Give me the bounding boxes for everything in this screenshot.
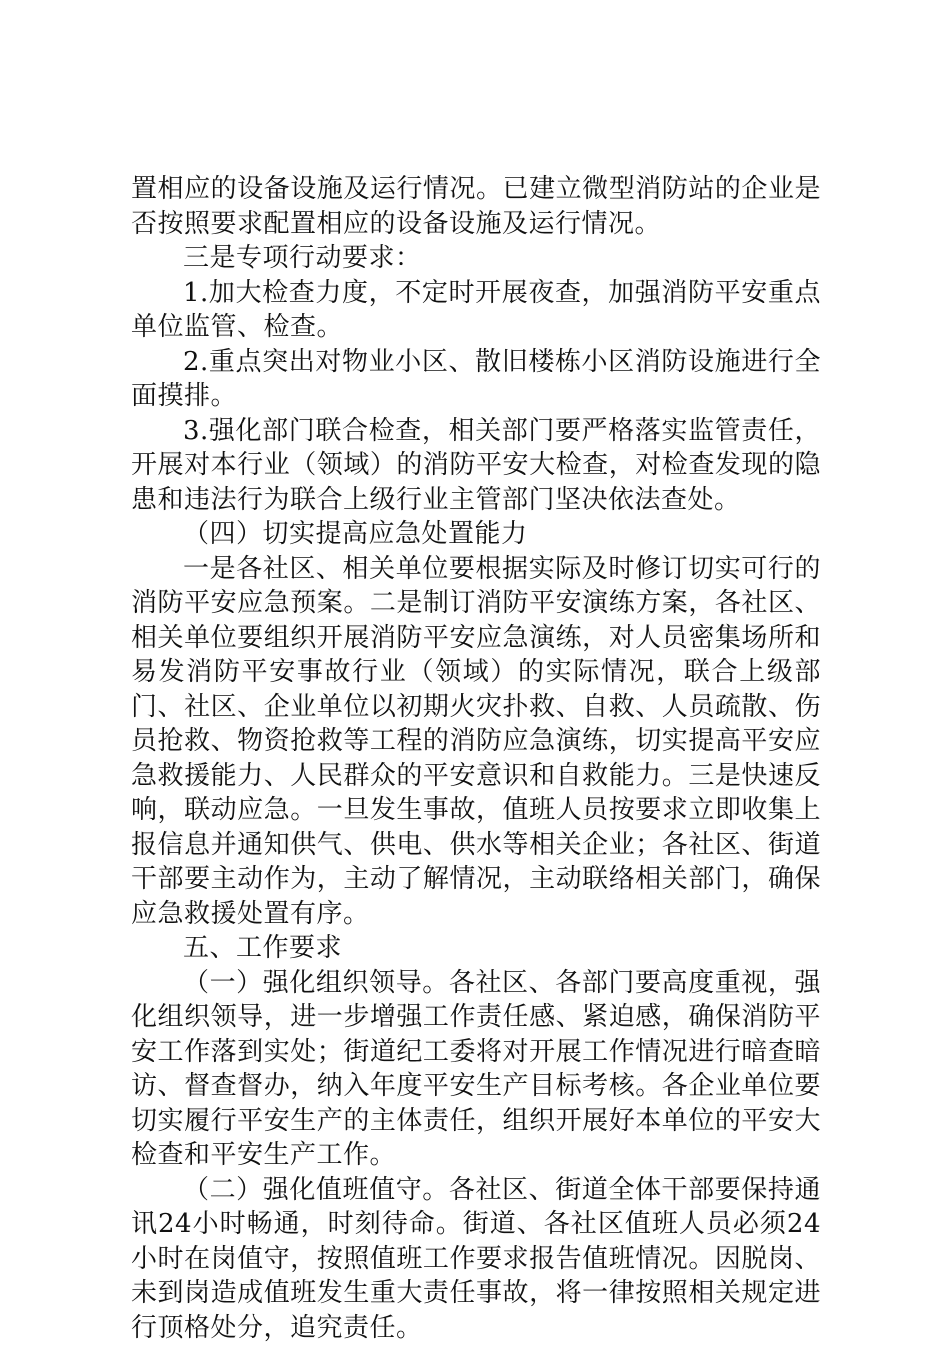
paragraph-item-3: 3.强化部门联合检查，相关部门要严格落实监管责任，开展对本行业（领域）的消防平安大检查，对检查发现的隐患和违法行为联合上级行业主管部门坚决依法查处。	[131, 414, 821, 518]
paragraph-duty-watch: （二）强化值班值守。各社区、街道全体干部要保持通讯24小时畅通，时刻待命。街道、各社区值班人员必须24小时在岗值守，按照值班工作要求报告值班情况。因脱岗、未到岗造成值班发生重大责任事故，将一律按照相关规定进行顶格处分，追究责任。	[131, 1173, 821, 1345]
paragraph-item-1: 1.加大检查力度，不定时开展夜查，加强消防平安重点单位监管、检查。	[131, 276, 821, 345]
paragraph-emergency-body: 一是各社区、相关单位要根据实际及时修订切实可行的消防平安应急预案。二是制订消防平安演练方案，各社区、相关单位要组织开展消防平安应急演练，对人员密集场所和易发消防平安事故行业（领域）的实际情况，联合上级部门、社区、企业单位以初期火灾扑救、自救、人员疏散、伤员抢救、物资抢救等工程的消防应急演练，切实提高平安应急救援能力、人民群众的平安意识和自救能力。三是快速反响，联动应急。一旦发生事故，值班人员按要求立即收集上报信息并通知供气、供电、供水等相关企业；各社区、街道干部要主动作为，主动了解情况，主动联络相关部门，确保应急救援处置有序。	[131, 552, 821, 932]
section-heading-work-requirements: 五、工作要求	[131, 931, 821, 966]
paragraph-item-2: 2.重点突出对物业小区、散旧楼栋小区消防设施进行全面摸排。	[131, 345, 821, 414]
paragraph-organization-leadership: （一）强化组织领导。各社区、各部门要高度重视，强化组织领导，进一步增强工作责任感、紧迫感，确保消防平安工作落到实处；街道纪工委将对开展工作情况进行暗查暗访、督查督办，纳入年度平安生产目标考核。各企业单位要切实履行平安生产的主体责任，组织开展好本单位的平安大检查和平安生产工作。	[131, 966, 821, 1173]
paragraph-requirements-heading: 三是专项行动要求：	[131, 241, 821, 276]
document-body	[131, 172, 821, 1345]
paragraph-continuation: 置相应的设备设施及运行情况。已建立微型消防站的企业是否按照要求配置相应的设备设施及运行情况。	[131, 172, 821, 241]
section-heading-emergency: （四）切实提高应急处置能力	[131, 517, 821, 552]
